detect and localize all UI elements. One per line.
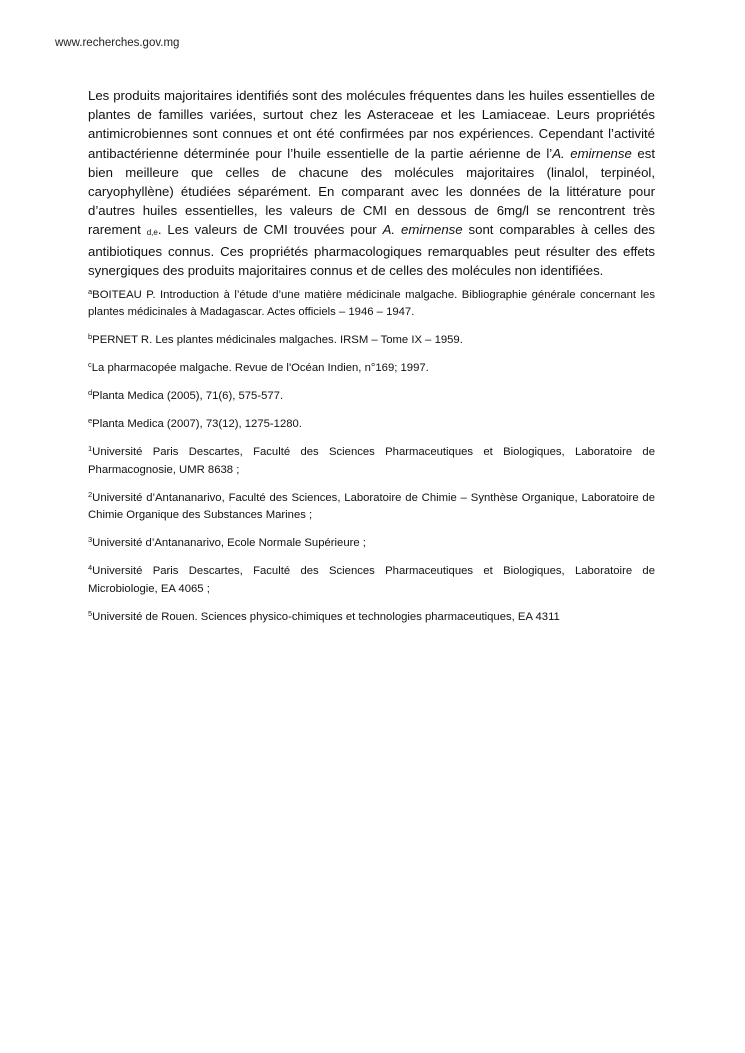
affiliation-marker: 1 xyxy=(88,444,93,454)
paragraph-text-1: Les produits majoritaires identifiés sont des molécules fréquentes dans les huiles essentielles de plantes de familles variées, surtout chez les Asteraceae et les Lamiaceae. Leurs propriétés antimicrobiennes sont connues et ont été confirmées par nos expériences. Cependant l’activité antibactérienne déterminée pour l’huile essentielle de la partie aérienne de l’ xyxy=(88,88,655,161)
reference-text: PERNET R. Les plantes médicinales malgaches. IRSM – Tome IX – 1959. xyxy=(92,334,463,347)
reference-list xyxy=(88,287,655,626)
affiliation-item xyxy=(88,563,655,598)
reference-marker: e xyxy=(88,416,93,426)
affiliation-text: Université de Rouen. Sciences physico-chimiques et technologies pharmaceutiques, EA 4311 xyxy=(92,610,560,623)
affiliation-marker: 5 xyxy=(88,608,93,618)
affiliation-text: Université Paris Descartes, Faculté des Sciences Pharmaceutiques et Biologiques, Laboratoire de Pharmacognosie, UMR 8638 ; xyxy=(88,446,655,476)
reference-marker: c xyxy=(88,360,92,370)
affiliation-text: Université Paris Descartes, Faculté des Sciences Pharmaceutiques et Biologiques, Laboratoire de Microbiologie, EA 4065 ; xyxy=(88,565,655,595)
reference-item xyxy=(88,416,655,433)
affiliation-item xyxy=(88,535,655,552)
reference-item xyxy=(88,287,655,322)
affiliation-item xyxy=(88,490,655,525)
reference-marker: d xyxy=(88,388,93,398)
affiliation-marker: 3 xyxy=(88,535,93,545)
species-name: A. emirnense xyxy=(552,145,632,161)
reference-marker: d,e xyxy=(146,228,158,238)
reference-text: Planta Medica (2005), 71(6), 575-577. xyxy=(92,390,284,403)
reference-text: La pharmacopée malgache. Revue de l'Océan Indien, n°169; 1997. xyxy=(91,362,429,375)
reference-text: Planta Medica (2007), 73(12), 1275-1280. xyxy=(92,418,302,431)
affiliation-item xyxy=(88,444,655,479)
site-url[interactable]: www.recherches.gov.mg xyxy=(55,37,180,49)
reference-marker: a xyxy=(88,287,93,297)
main-paragraph xyxy=(88,86,655,280)
affiliation-item xyxy=(88,609,655,626)
reference-item xyxy=(88,360,655,377)
paragraph-text-3: . Les valeurs de CMI trouvées pour xyxy=(157,222,383,238)
reference-item xyxy=(88,388,655,405)
reference-marker: b xyxy=(88,332,93,342)
reference-text: BOITEAU P. Introduction à l’étude d’une matière médicinale malgache. Bibliographie générale concernant les plantes médicinales à Madagascar. Actes officiels – 1946 – 1947. xyxy=(88,289,655,319)
species-name: A. emirnense xyxy=(382,222,463,238)
reference-item xyxy=(88,332,655,349)
affiliation-marker: 4 xyxy=(88,563,93,573)
document-body xyxy=(88,86,655,637)
affiliation-marker: 2 xyxy=(88,489,93,499)
paragraph-text-4: sont comparables à celles des antibiotiques connus. Ces propriétés pharmacologiques remarquables peut résulter des effets synergiques des produits majoritaires connus et de celles des molécules non identifiées. xyxy=(88,222,655,278)
affiliation-text: Université d’Antananarivo, Ecole Normale Supérieure ; xyxy=(92,537,366,550)
paragraph-text-2: est bien meilleure que celles de chacune des molécules majoritaires (linalol, terpinéol, caryophyllène) étudiées séparément. En comparant avec les données de la littérature pour d’autres huiles essentielles, les valeurs de CMI en dessous de 6mg/l se rencontrent très rarement xyxy=(88,145,655,238)
affiliation-text: Université d’Antananarivo, Faculté des Sciences, Laboratoire de Chimie – Synthèse Organique, Laboratoire de Chimie Organique des Substances Marines ; xyxy=(88,491,655,522)
